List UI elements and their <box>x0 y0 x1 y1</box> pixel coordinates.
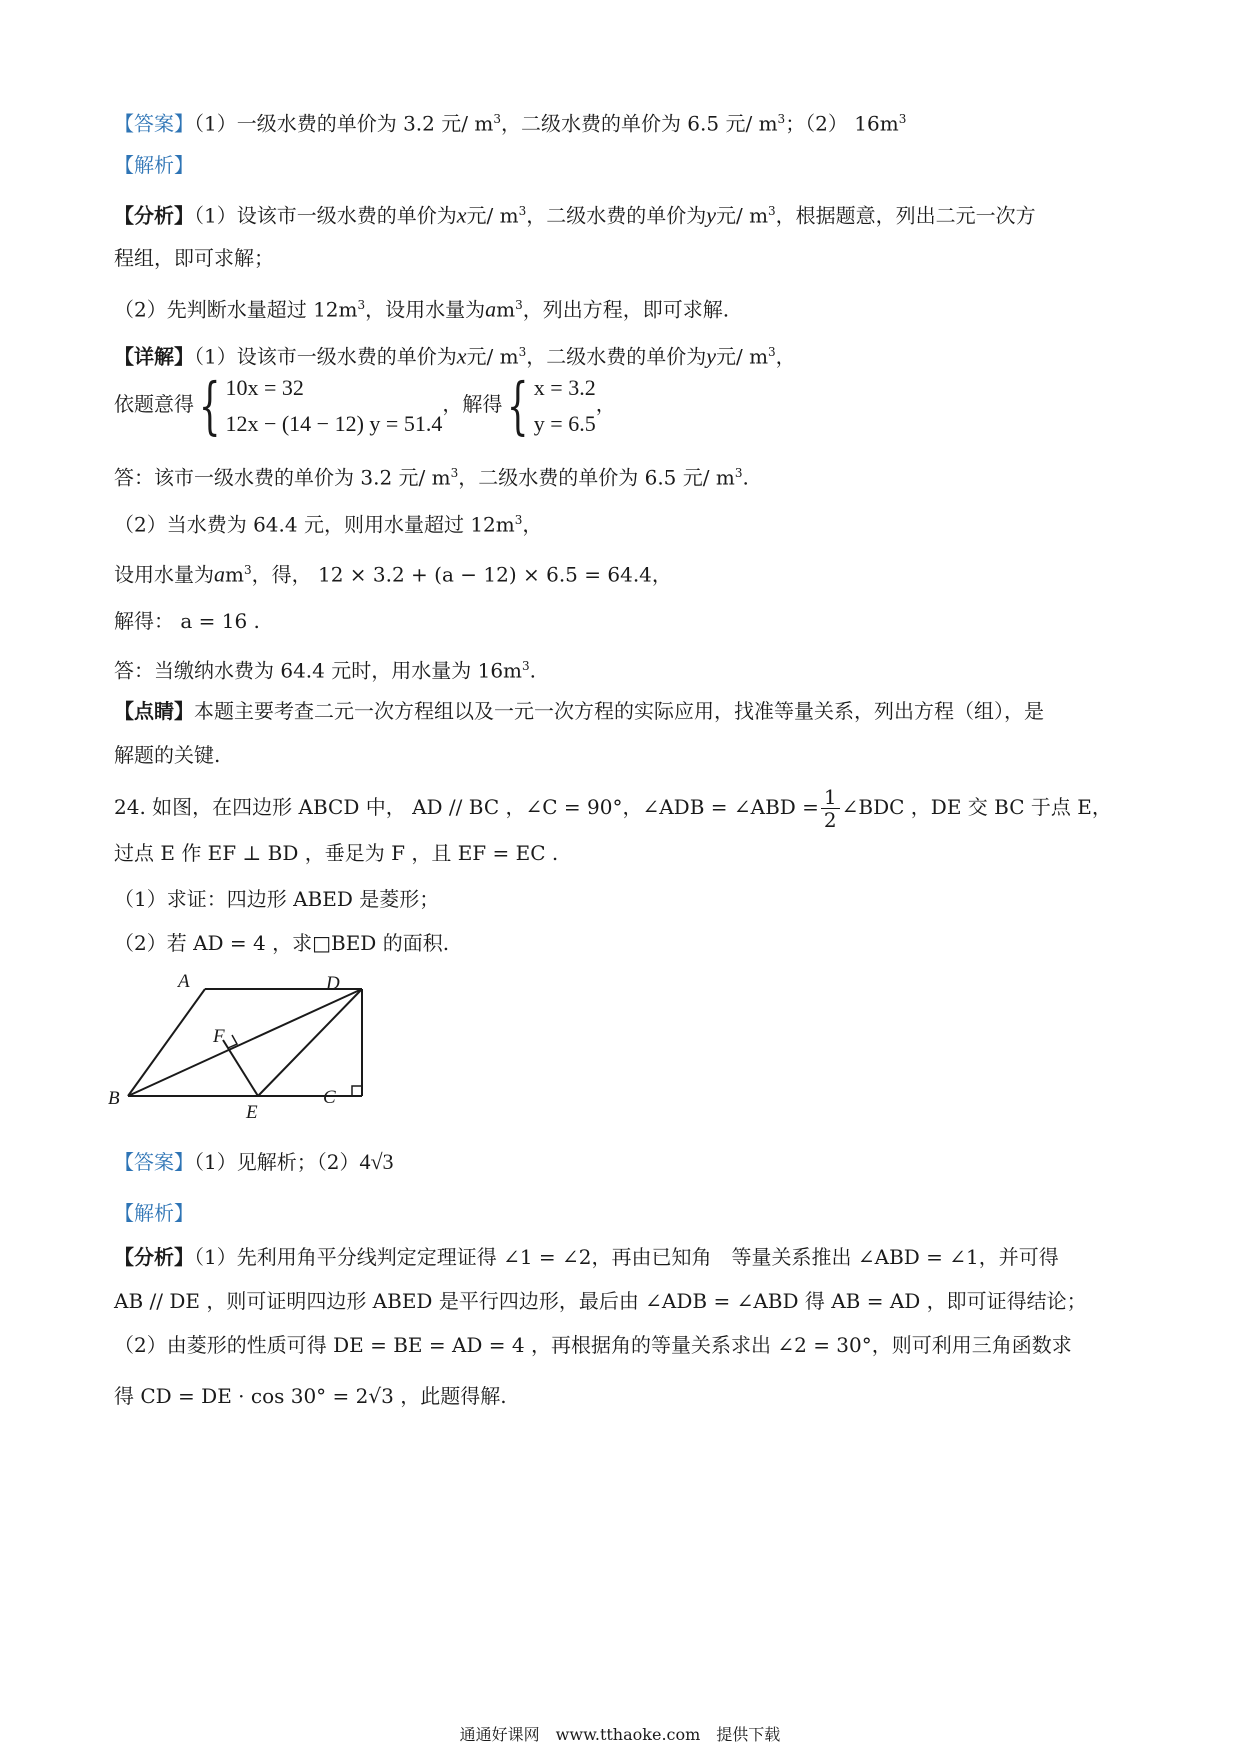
label-E: E <box>246 1102 258 1123</box>
fraction-half: $\frac{1}{2}$ <box>821 786 840 831</box>
answer-tag: 【答案】 <box>114 111 194 136</box>
question-24-line-1: 24. 如图，在四边形 ABCD 中， AD // BC ，∠C = 90°，∠ADB = ∠ABD = $\frac{1}{2}$ ∠BDC ，DE 交 BC 于点 E， <box>114 785 1112 832</box>
analysis2-line-3: （2）由菱形的性质可得 DE = BE = AD = 4 ，再根据角的等量关系求出 ∠2 = 30°，则可利用三角函数求 <box>114 1333 1072 1357</box>
answer-statement-1: 答：该市一级水费的单价为 3.2 元/ $m^3$，二级水费的单价为 6.5 元/ $m^3$. <box>114 465 749 490</box>
segment-AB <box>128 989 205 1096</box>
answer-statement-2: 答：当缴纳水费为 64.4 元时，用水量为 $16m^3$. <box>114 658 537 683</box>
segment-BD <box>128 989 362 1096</box>
geometry-figure <box>110 970 400 1140</box>
equation-system-line: 依题意得{ 10x = 32 12x − (14 − 12) y = 51.4 ，解得{ x = 3.2 y = 6.5 ， <box>114 368 616 442</box>
right-angle-mark-C <box>352 1086 362 1096</box>
solution-system: x = 3.2 y = 6.5 <box>533 374 596 436</box>
question-24-line-2: 过点 E 作 EF ⊥ BD ，垂足为 F ，且 EF = EC . <box>114 841 559 865</box>
label-A: A <box>178 971 190 992</box>
label-C: C <box>323 1087 336 1108</box>
answer-line-2: 【答案】（1）见解析；（2）4√3 <box>114 1149 394 1174</box>
equation-system: 10x = 32 12x − (14 − 12) y = 51.4 <box>225 374 443 436</box>
analysis-tag-2: 【解析】 <box>114 1201 194 1225</box>
analysis-tag: 【解析】 <box>114 153 194 177</box>
label-F: F <box>213 1026 225 1047</box>
analysis2-line-4: 得 CD = DE · cos 30° = 2√3 ，此题得解. <box>114 1384 507 1408</box>
question-24-part-2: （2）若 AD = 4 ，求□BED 的面积. <box>114 931 450 955</box>
brace-symbol: { <box>198 368 221 442</box>
answer-line-1: 【答案】（1）一级水费的单价为 3.2 元/ $m^3$，二级水费的单价为 6.5 元/ $m^3$；（2） $16m^3$ <box>114 111 907 136</box>
part2-line-1: （2）当水费为 64.4 元，则用水量超过 $12m^3$， <box>114 512 543 537</box>
part2-line-2: 设用水量为$am^3$，得， 12 × 3.2 + (a − 12) × 6.5 = 64.4， <box>114 561 672 587</box>
comment-line-2: 解题的关键. <box>114 743 221 767</box>
analysis2-line-1: 【分析】（1）先利用角平分线判定定理证得 ∠1 = ∠2，再由已知角 等量关系推出 ∠ABD = ∠1，并可得 <box>114 1245 1059 1269</box>
analysis-line-2: 程组，即可求解； <box>114 246 274 270</box>
label-B: B <box>108 1088 120 1109</box>
detail-line-1: 【详解】（1）设该市一级水费的单价为x元/ $m^3$，二级水费的单价为y元/ $m^3$， <box>114 343 796 369</box>
analysis-line-3: （2）先判断水量超过 $12m^3$，设用水量为$am^3$，列出方程，即可求解. <box>114 296 730 322</box>
analysis2-line-2: AB // DE ，则可证明四边形 ABED 是平行四边形，最后由 ∠ADB = ∠ABD 得 AB = AD ，即可证得结论； <box>114 1289 1087 1313</box>
part2-line-3: 解得： a = 16 . <box>114 609 260 633</box>
label-D: D <box>326 973 340 994</box>
brace-symbol: { <box>507 368 529 442</box>
page-footer: 通通好课网 www.tthaoke.com 提供下载 <box>459 1725 781 1744</box>
segment-DE <box>258 989 362 1096</box>
question-24-part-1: （1）求证：四边形 ABED 是菱形； <box>114 887 440 911</box>
comment-line-1: 【点睛】本题主要考查二元一次方程组以及一元一次方程的实际应用，找准等量关系，列出方程（组），是 <box>114 699 1044 723</box>
analysis-line-1: 【分析】（1）设该市一级水费的单价为x元/ $m^3$，二级水费的单价为y元/ $m^3$，根据题意，列出二元一次方 <box>114 202 1036 228</box>
